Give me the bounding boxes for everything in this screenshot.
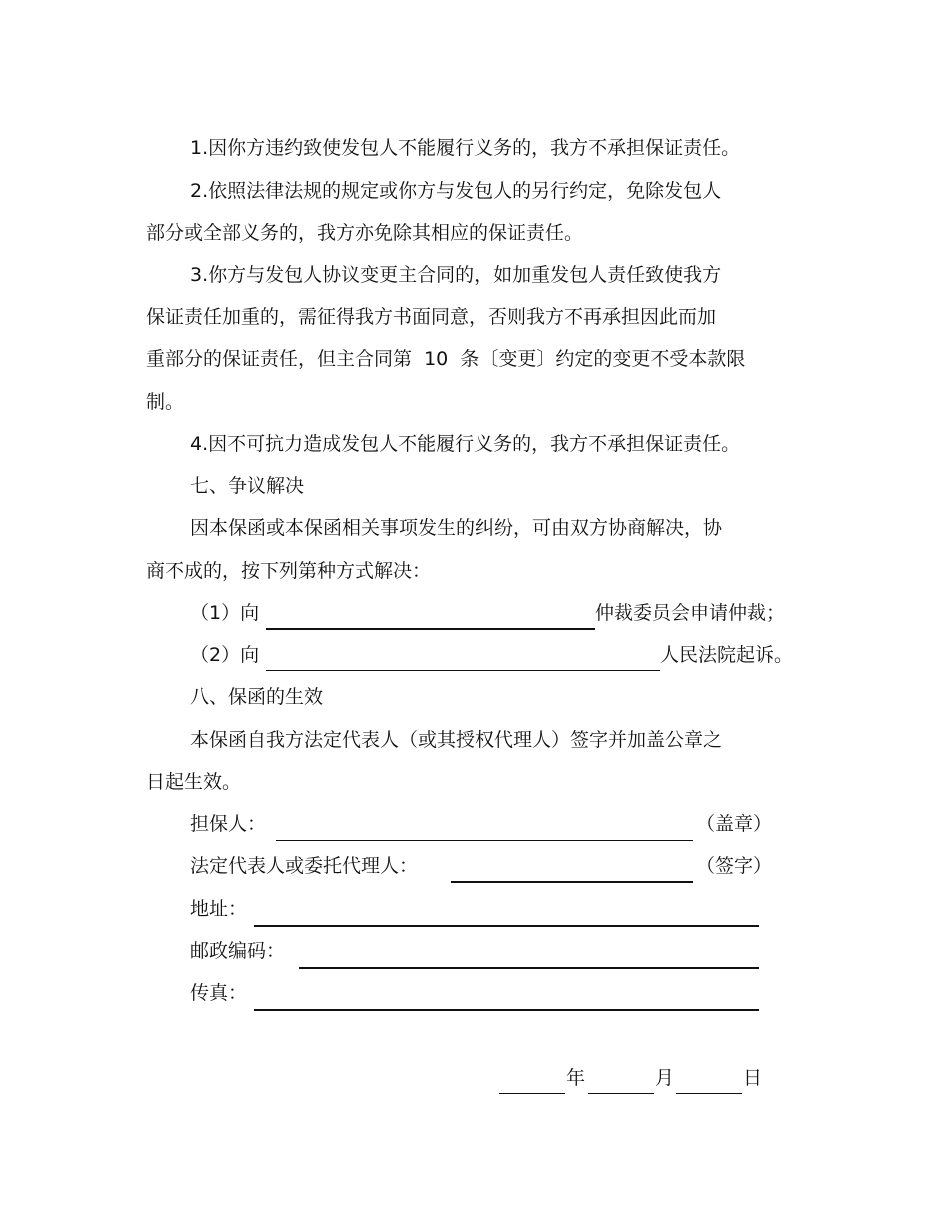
clause-2-line-2: 部分或全部义务的，我方亦免除其相应的保证责任。 — [146, 222, 584, 244]
postcode-label: 邮政编码： — [190, 940, 286, 962]
section-7-text-line-2: 商不成的，按下列第种方式解决： — [146, 560, 432, 582]
address-label: 地址： — [190, 898, 248, 920]
option-1-suffix: 仲裁委员会申请仲裁； — [595, 602, 786, 624]
signature-note: （签字） — [696, 855, 773, 877]
clause-3-line-4: 制。 — [146, 391, 185, 413]
arbitration-committee-blank[interactable] — [266, 628, 595, 630]
option-2-suffix: 人民法院起诉。 — [660, 644, 794, 666]
month-label: 月 — [655, 1067, 675, 1089]
guarantor-blank[interactable] — [276, 840, 693, 841]
section-8-heading: 八、保函的生效 — [190, 686, 324, 708]
clause-2-line-1: 2.依照法律法规的规定或你方与发包人的另行约定，免除发包人 — [190, 180, 722, 202]
section-8-text-line-1: 本保函自我方法定代表人（或其授权代理人）签字并加盖公章之 — [190, 729, 723, 751]
option-2-prefix: （2）向 — [190, 644, 260, 666]
section-7-text-line-1: 因本保函或本保函相关事项发生的纠纷，可由双方协商解决，协 — [190, 517, 723, 539]
day-label: 日 — [743, 1067, 763, 1089]
clause-3-line-2: 保证责任加重的，需征得我方书面同意，否则我方不再承担因此而加 — [146, 306, 717, 328]
guarantor-label: 担保人： — [190, 813, 267, 835]
representative-label: 法定代表人或委托代理人： — [190, 855, 419, 877]
section-8-text-line-2: 日起生效。 — [146, 771, 242, 793]
month-blank[interactable] — [588, 1093, 654, 1094]
day-blank[interactable] — [676, 1093, 742, 1094]
court-blank[interactable] — [266, 670, 660, 671]
postcode-blank[interactable] — [299, 967, 759, 969]
fax-blank[interactable] — [254, 1009, 759, 1011]
option-1-prefix: （1）向 — [190, 602, 260, 624]
address-blank[interactable] — [254, 925, 759, 927]
fax-label: 传真： — [190, 982, 248, 1004]
clause-3-line-1: 3.你方与发包人协议变更主合同的，如加重发包人责任致使我方 — [190, 264, 722, 286]
year-label: 年 — [566, 1067, 586, 1089]
clause-4: 4.因不可抗力造成发包人不能履行义务的，我方不承担保证责任。 — [190, 433, 741, 455]
seal-note: （盖章） — [696, 813, 773, 835]
clause-1: 1.因你方违约致使发包人不能履行义务的，我方不承担保证责任。 — [190, 137, 741, 159]
section-7-heading: 七、争议解决 — [190, 475, 305, 497]
year-blank[interactable] — [499, 1093, 565, 1094]
clause-3-line-3: 重部分的保证责任，但主合同第 10 条〔变更〕约定的变更不受本款限 — [146, 348, 746, 370]
representative-blank[interactable] — [451, 881, 693, 883]
